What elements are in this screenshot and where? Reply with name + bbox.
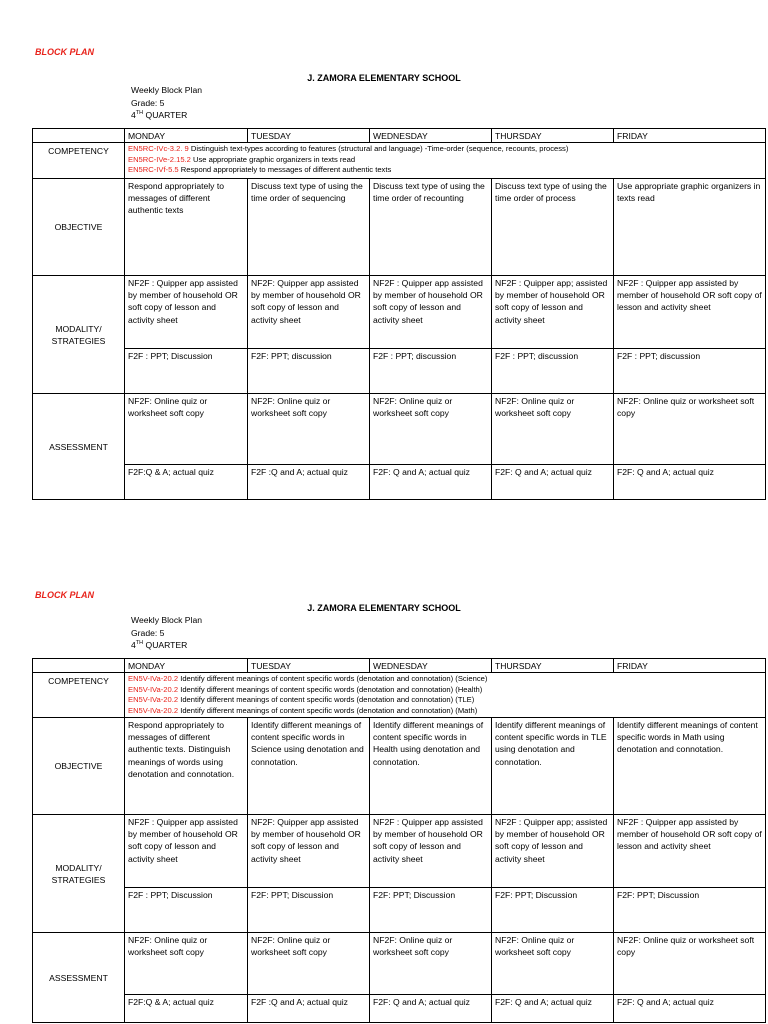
competency-item [128,706,762,717]
competency-row [33,143,766,179]
assessment-f2f-cell: F2F :Q and A; actual quiz [248,465,370,500]
objective-cell: Identify different meanings of content specific words in Math using denotation and connotation. [614,718,766,815]
assessment-f2f-cell: F2F: Q and A; actual quiz [614,465,766,500]
competency-code: EN5V-IVa-20.2 [128,674,179,683]
school-name: J. ZAMORA ELEMENTARY SCHOOL [307,603,461,613]
competency-cell [125,143,766,179]
objective-cell: Discuss text type of using the time order of recounting [370,179,492,276]
quarter-suffix: TH [135,110,144,117]
meta-grade: Grade: 5 [131,97,165,108]
day-header: MONDAY [125,129,248,143]
assessment-f2f-cell: F2F: Q and A; actual quiz [492,995,614,1023]
assessment-f2f-cell: F2F:Q & A; actual quiz [125,465,248,500]
objective-cell: Use appropriate graphic organizers in texts read [614,179,766,276]
modality-label: MODALITY/ STRATEGIES [33,815,125,933]
modality-f2f-row [33,349,766,394]
plan-meta [131,84,202,122]
competency-code: EN5V-IVa-20.2 [128,684,179,694]
competency-text: Use appropriate graphic organizers in texts read [190,154,356,164]
meta-title: Weekly Block Plan [131,615,203,625]
modality-nf2f-cell: NF2F: Quipper app assisted by member of household OR soft copy of lesson and activity sheet [248,815,370,888]
modality-nf2f-cell: NF2F: Quipper app assisted by member of household OR soft copy of lesson and activity sheet [248,276,370,349]
meta-grade: Grade: 5 [131,627,165,638]
assessment-label: ASSESSMENT [33,394,125,500]
assessment-f2f-cell: F2F: Q and A; actual quiz [370,465,492,500]
modality-f2f-cell: F2F : PPT; Discussion [125,888,248,933]
modality-f2f-cell: F2F : PPT; discussion [370,349,492,394]
quarter-suffix: TH [135,640,144,647]
objective-label: OBJECTIVE [33,179,125,276]
objective-cell: Respond appropriately to messages of different authentic texts. Distinguish meanings of words using denotation and connotation. [125,718,248,815]
assessment-f2f-cell: F2F :Q and A; actual quiz [248,995,370,1023]
block-plan-table [32,128,766,500]
corner-cell [33,659,125,673]
assessment-f2f-cell: F2F: Q and A; actual quiz [492,465,614,500]
modality-nf2f-row [33,276,766,349]
modality-nf2f-cell: NF2F : Quipper app assisted by member of household OR soft copy of lesson and activity sheet [125,276,248,349]
competency-label: COMPETENCY [33,143,125,179]
plan-meta [131,614,202,652]
meta-quarter [131,109,202,122]
competency-item [128,674,762,685]
competency-text: Distinguish text-types according to features (structural and language) -Time-order (sequence, recounts, process) [188,144,569,153]
day-header: MONDAY [125,659,248,673]
assessment-nf2f-cell: NF2F: Online quiz or worksheet soft copy [370,933,492,995]
quarter-number: 4 [131,640,136,650]
objective-cell: Discuss text type of using the time order of sequencing [248,179,370,276]
modality-nf2f-cell: NF2F : Quipper app assisted by member of household OR soft copy of lesson and activity sheet [614,276,766,349]
competency-code: EN5V-IVa-20.2 [128,695,179,704]
competency-text: Identify different meanings of content specific words (denotation and connotation) (TLE) [178,695,475,704]
objective-cell: Identify different meanings of content specific words in Health using denotation and connotation. [370,718,492,815]
day-header: WEDNESDAY [370,129,492,143]
assessment-f2f-cell: F2F:Q & A; actual quiz [125,995,248,1023]
meta-quarter [131,639,202,652]
competency-item [128,144,762,155]
assessment-nf2f-row [33,933,766,995]
assessment-nf2f-cell: NF2F: Online quiz or worksheet soft copy [614,394,766,465]
assessment-nf2f-cell: NF2F: Online quiz or worksheet soft copy [492,394,614,465]
modality-nf2f-cell: NF2F : Quipper app; assisted by member of household OR soft copy of lesson and activity sheet [492,276,614,349]
modality-nf2f-cell: NF2F : Quipper app; assisted by member of household OR soft copy of lesson and activity sheet [492,815,614,888]
day-header: WEDNESDAY [370,659,492,673]
modality-f2f-row [33,888,766,933]
day-header-row [33,129,766,143]
modality-f2f-cell: F2F: PPT; Discussion [370,888,492,933]
block-plan-title: BLOCK PLAN [35,590,94,600]
competency-text: Identify different meanings of content specific words (denotation and connotation) (Health) [178,684,483,694]
competency-item [128,165,762,176]
assessment-nf2f-cell: NF2F: Online quiz or worksheet soft copy [125,933,248,995]
modality-f2f-cell: F2F : PPT; discussion [614,349,766,394]
assessment-f2f-row [33,995,766,1023]
assessment-f2f-row [33,465,766,500]
competency-item [128,685,762,696]
competency-text: Respond appropriately to messages of different authentic texts [178,165,392,174]
competency-item [128,155,762,166]
day-header: TUESDAY [248,659,370,673]
assessment-nf2f-cell: NF2F: Online quiz or worksheet soft copy [248,394,370,465]
block-plan-title: BLOCK PLAN [35,47,94,57]
objective-cell: Identify different meanings of content specific words in Science using denotation and connotation. [248,718,370,815]
block-plan-2 [0,541,768,1024]
block-plan-table [32,658,766,1023]
modality-f2f-cell: F2F : PPT; discussion [492,349,614,394]
school-name: J. ZAMORA ELEMENTARY SCHOOL [307,73,461,83]
assessment-nf2f-cell: NF2F: Online quiz or worksheet soft copy [248,933,370,995]
modality-f2f-cell: F2F: PPT; discussion [248,349,370,394]
day-header-row [33,659,766,673]
meta-title: Weekly Block Plan [131,85,203,95]
competency-text: Identify different meanings of content specific words (denotation and connotation) (Science) [178,674,488,683]
modality-f2f-cell: F2F: PPT; Discussion [492,888,614,933]
competency-label: COMPETENCY [33,673,125,718]
objective-cell: Identify different meanings of content specific words in TLE using denotation and connotation. [492,718,614,815]
day-header: THURSDAY [492,129,614,143]
objective-row [33,179,766,276]
assessment-label: ASSESSMENT [33,933,125,1023]
day-header: TUESDAY [248,129,370,143]
modality-f2f-cell: F2F: PPT; Discussion [614,888,766,933]
competency-code: EN5V-IVa-20.2 [128,705,179,715]
assessment-f2f-cell: F2F: Q and A; actual quiz [370,995,492,1023]
modality-nf2f-cell: NF2F : Quipper app assisted by member of household OR soft copy of lesson and activity sheet [370,815,492,888]
objective-cell: Discuss text type of using the time order of process [492,179,614,276]
assessment-f2f-cell: F2F: Q and A; actual quiz [614,995,766,1023]
modality-f2f-cell: F2F : PPT; Discussion [125,349,248,394]
modality-nf2f-row [33,815,766,888]
assessment-nf2f-cell: NF2F: Online quiz or worksheet soft copy [614,933,766,995]
assessment-nf2f-cell: NF2F: Online quiz or worksheet soft copy [492,933,614,995]
modality-label: MODALITY/ STRATEGIES [33,276,125,394]
assessment-nf2f-cell: NF2F: Online quiz or worksheet soft copy [370,394,492,465]
objective-cell: Respond appropriately to messages of different authentic texts [125,179,248,276]
day-header: FRIDAY [614,129,766,143]
assessment-nf2f-cell: NF2F: Online quiz or worksheet soft copy [125,394,248,465]
competency-code: EN5RC-IVf-5.5 [128,165,179,174]
quarter-number: 4 [131,110,136,120]
day-header: THURSDAY [492,659,614,673]
day-header: FRIDAY [614,659,766,673]
competency-code: EN5RC-IVc-3.2. 9 [128,144,189,153]
competency-text: Identify different meanings of content specific words (denotation and connotation) (Math) [178,705,478,715]
modality-nf2f-cell: NF2F : Quipper app assisted by member of household OR soft copy of lesson and activity sheet [614,815,766,888]
competency-item [128,695,762,706]
quarter-word: QUARTER [143,640,188,650]
modality-nf2f-cell: NF2F : Quipper app assisted by member of household OR soft copy of lesson and activity sheet [125,815,248,888]
quarter-word: QUARTER [143,110,188,120]
objective-label: OBJECTIVE [33,718,125,815]
assessment-nf2f-row [33,394,766,465]
competency-cell [125,673,766,718]
objective-row [33,718,766,815]
modality-nf2f-cell: NF2F : Quipper app assisted by member of household OR soft copy of lesson and activity sheet [370,276,492,349]
modality-f2f-cell: F2F: PPT; Discussion [248,888,370,933]
corner-cell [33,129,125,143]
competency-code: EN5RC-IVe-2.15.2 [128,154,191,164]
competency-row [33,673,766,718]
